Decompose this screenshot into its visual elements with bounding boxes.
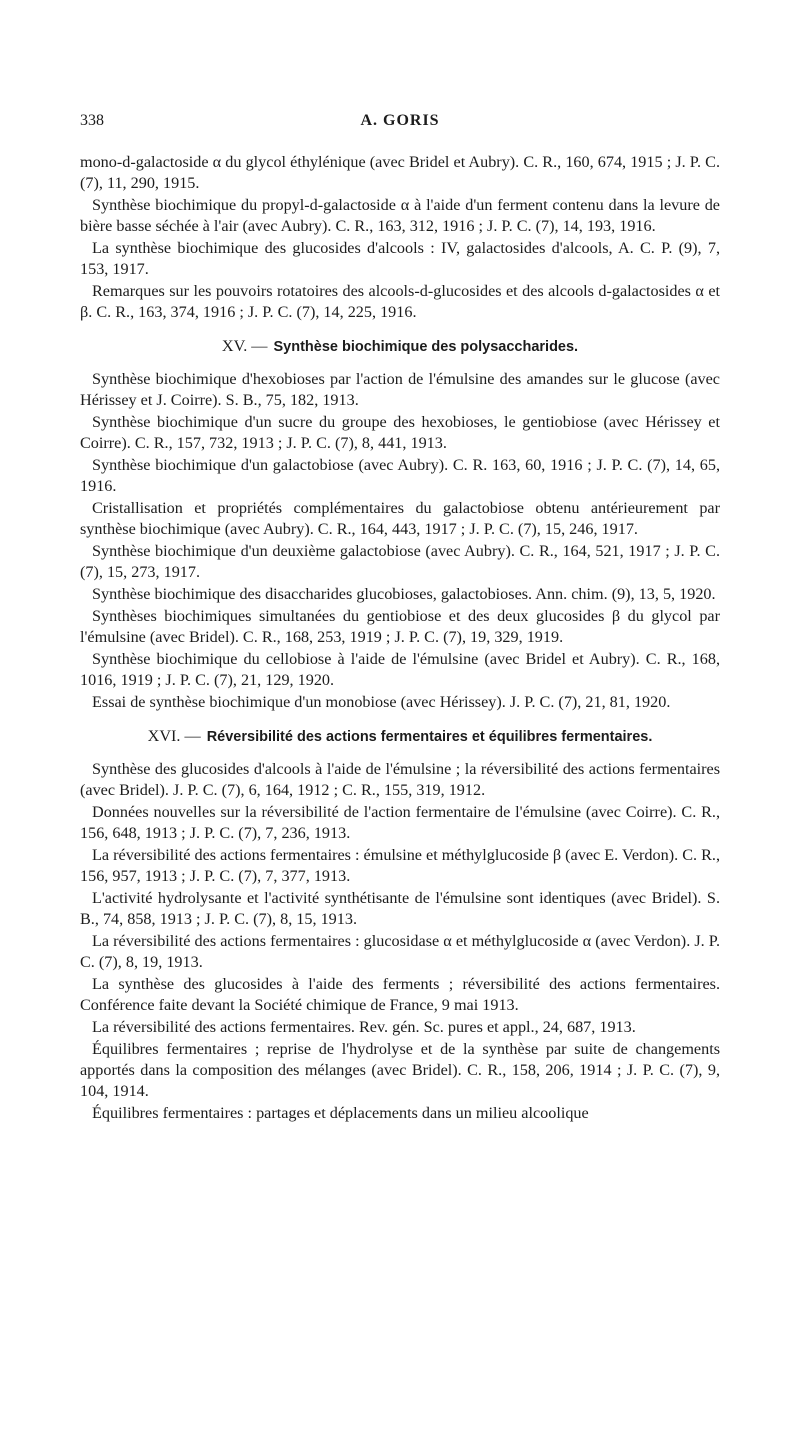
section-number: XV. — bbox=[221, 337, 268, 355]
bibliography-entry: Synthèse biochimique d'un sucre du groupe des hexobioses, le gentiobiose (avec Hérissey et Coirre). C. R., 157, 732, 1913 ; J. P. C. (7), 8, 441, 1913. bbox=[80, 413, 720, 452]
bibliography-entry: Données nouvelles sur la réversibilité de l'action fermentaire de l'émulsine (avec Coirre). C. R., 156, 648, 1913 ; J. P. C. (7), 7, 236, 1913. bbox=[80, 803, 720, 842]
section-title: Synthèse biochimique des polysaccharides. bbox=[273, 339, 579, 355]
page-header bbox=[80, 112, 720, 152]
page-number: 338 bbox=[80, 112, 104, 129]
bibliography-entry: La synthèse biochimique des glucosides d'alcools : IV, galactosides d'alcools, A. C. P. (9), 7, 153, 1917. bbox=[80, 239, 720, 278]
page-content bbox=[80, 152, 720, 1124]
bibliography-entry: Synthèses biochimiques simultanées du gentiobiose et des deux glucosides β du glycol par l'émulsine (avec Bridel). C. R., 168, 253, 1919 ; J. P. C. (7), 19, 329, 1919. bbox=[80, 607, 720, 646]
bibliography-entry: Remarques sur les pouvoirs rotatoires des alcools-d-glucosides et des alcools d-galactosides α et β. C. R., 163, 374, 1916 ; J. P. C. (7), 14, 225, 1916. bbox=[80, 282, 720, 321]
bibliography-entry: La réversibilité des actions fermentaires : glucosidase α et méthylglucoside α (avec Verdon). J. P. C. (7), 8, 19, 1913. bbox=[80, 932, 720, 971]
bibliography-entry: Cristallisation et propriétés complémentaires du galactobiose obtenu antérieurement par synthèse biochimique (avec Aubry). C. R., 164, 443, 1917 ; J. P. C. (7), 15, 246, 1917. bbox=[80, 499, 720, 538]
section-title: Réversibilité des actions fermentaires et équilibres fermentaires. bbox=[206, 729, 653, 745]
bibliography-entry: Synthèse biochimique d'un galactobiose (avec Aubry). C. R. 163, 60, 1916 ; J. P. C. (7), 14, 65, 1916. bbox=[80, 456, 720, 495]
section-heading-xvi bbox=[80, 726, 720, 748]
bibliography-entry: Synthèse biochimique des disaccharides glucobioses, galactobioses. Ann. chim. (9), 13, 5, 1920. bbox=[92, 585, 716, 603]
bibliography-entry: Équilibres fermentaires : partages et déplacements dans un milieu alcoolique bbox=[92, 1104, 589, 1122]
section-number: XVI. — bbox=[147, 727, 201, 745]
bibliography-entry: La synthèse des glucosides à l'aide des ferments ; réversibilité des actions fermentaires. Conférence faite devant la Société chimique de France, 9 mai 1913. bbox=[80, 975, 720, 1014]
section-heading-xv bbox=[80, 336, 720, 358]
bibliography-entry: L'activité hydrolysante et l'activité synthétisante de l'émulsine sont identiques (avec Bridel). S. B., 74, 858, 1913 ; J. P. C. (7), 8, 15, 1913. bbox=[80, 889, 720, 928]
bibliography-entry: Synthèse biochimique d'un deuxième galactobiose (avec Aubry). C. R., 164, 521, 1917 ; J. P. C. (7), 15, 273, 1917. bbox=[80, 542, 720, 581]
bibliography-entry: Synthèse biochimique du propyl-d-galactoside α à l'aide d'un ferment contenu dans la levure de bière basse séchée à l'air (avec Aubry). C. R., 163, 312, 1916 ; J. P. C. (7), 14, 193, 1916. bbox=[80, 196, 720, 235]
bibliography-entry: La réversibilité des actions fermentaires : émulsine et méthylglucoside β (avec E. Verdon). C. R., 156, 957, 1913 ; J. P. C. (7), 7, 377, 1913. bbox=[80, 846, 720, 885]
bibliography-entry: Synthèse biochimique d'hexobioses par l'action de l'émulsine des amandes sur le glucose (avec Hérissey et J. Coirre). S. B., 75, 182, 1913. bbox=[80, 370, 720, 409]
bibliography-entry: La réversibilité des actions fermentaires. Rev. gén. Sc. pures et appl., 24, 687, 1913. bbox=[92, 1018, 636, 1036]
bibliography-entry: Essai de synthèse biochimique d'un monobiose (avec Hérissey). J. P. C. (7), 21, 81, 1920. bbox=[92, 693, 671, 711]
bibliography-entry: mono-d-galactoside α du glycol éthylénique (avec Bridel et Aubry). C. R., 160, 674, 1915 ; J. P. C. (7), 11, 290, 1915. bbox=[80, 153, 720, 192]
bibliography-entry: Synthèse biochimique du cellobiose à l'aide de l'émulsine (avec Bridel et Aubry). C. R., 168, 1016, 1919 ; J. P. C. (7), 21, 129, 1920. bbox=[80, 650, 720, 689]
running-head-author: A. GORIS bbox=[360, 112, 440, 129]
bibliography-entry: Synthèse des glucosides d'alcools à l'aide de l'émulsine ; la réversibilité des actions fermentaires (avec Bridel). J. P. C. (7), 6, 164, 1912 ; C. R., 155, 319, 1912. bbox=[80, 760, 720, 799]
document-page bbox=[0, 112, 800, 1445]
bibliography-entry: Équilibres fermentaires ; reprise de l'hydrolyse et de la synthèse par suite de changements apportés dans la composition des mélanges (avec Bridel). C. R., 158, 206, 1914 ; J. P. C. (7), 9, 104, 1914. bbox=[80, 1040, 720, 1100]
